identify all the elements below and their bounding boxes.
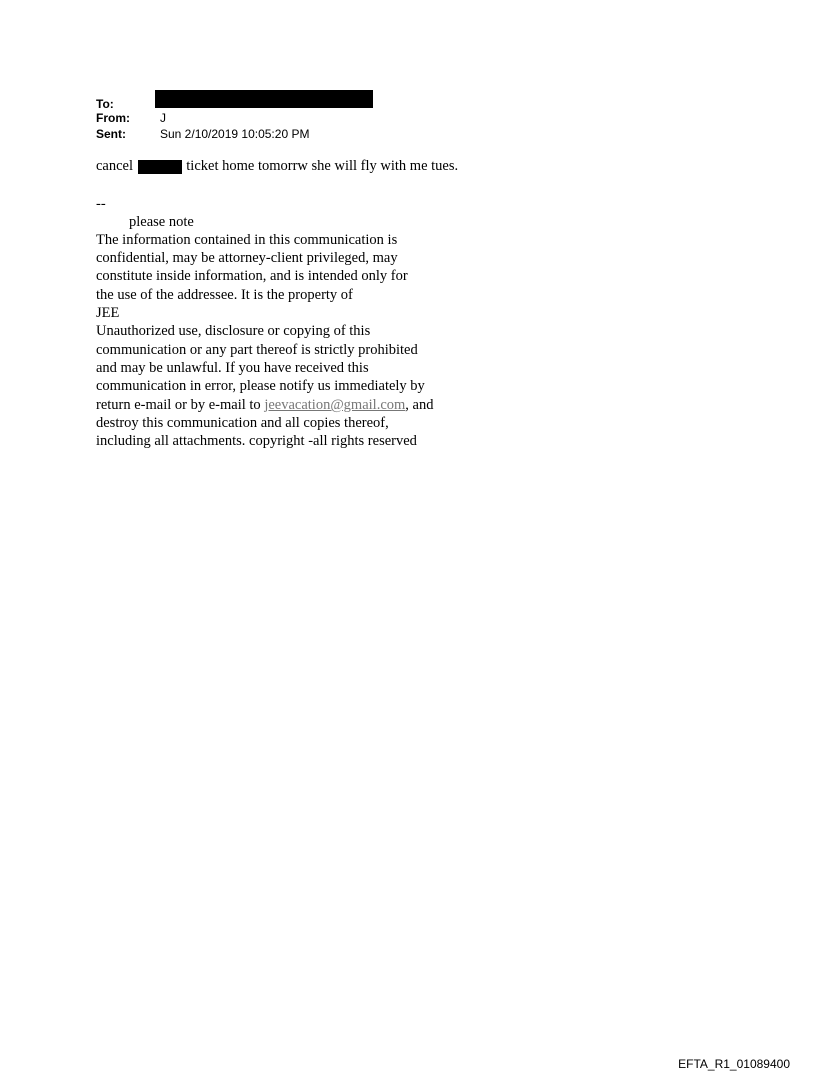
from-value: J <box>160 111 166 125</box>
to-redaction <box>155 90 373 108</box>
sent-label: Sent: <box>96 127 126 141</box>
email-prefix: return e-mail or by e-mail to <box>96 397 265 413</box>
email-link[interactable]: jeevacation@gmail.com <box>264 397 406 413</box>
from-label: From: <box>96 111 130 125</box>
email-suffix: , and <box>405 397 434 413</box>
disclaimer-line: Unauthorized use, disclosure or copying of this <box>96 323 371 339</box>
disclaimer-email-line <box>96 396 433 414</box>
disclaimer-line: destroy this communication and all copies thereof, <box>96 415 389 431</box>
message-text-after: ticket home tomorrw she will fly with me tues. <box>186 158 459 174</box>
signature-note: please note <box>129 214 194 230</box>
message-body <box>96 157 458 175</box>
name-redaction <box>138 160 182 174</box>
signature-separator: -- <box>96 196 106 212</box>
disclaimer-line: including all attachments. copyright -all rights reserved <box>96 433 417 449</box>
disclaimer-line: The information contained in this communication is <box>96 232 398 248</box>
disclaimer-line: JEE <box>96 305 120 321</box>
disclaimer-line: and may be unlawful. If you have received this <box>96 360 369 376</box>
disclaimer-line: communication or any part thereof is strictly prohibited <box>96 342 418 358</box>
disclaimer-line: constitute inside information, and is intended only for <box>96 268 408 284</box>
document-id: EFTA_R1_01089400 <box>678 1057 790 1071</box>
disclaimer-line: confidential, may be attorney-client privileged, may <box>96 250 398 266</box>
message-text-before: cancel <box>96 158 134 174</box>
disclaimer-line: communication in error, please notify us immediately by <box>96 378 425 394</box>
to-label: To: <box>96 97 114 111</box>
disclaimer-line: the use of the addressee. It is the property of <box>96 287 353 303</box>
sent-value: Sun 2/10/2019 10:05:20 PM <box>160 127 310 141</box>
